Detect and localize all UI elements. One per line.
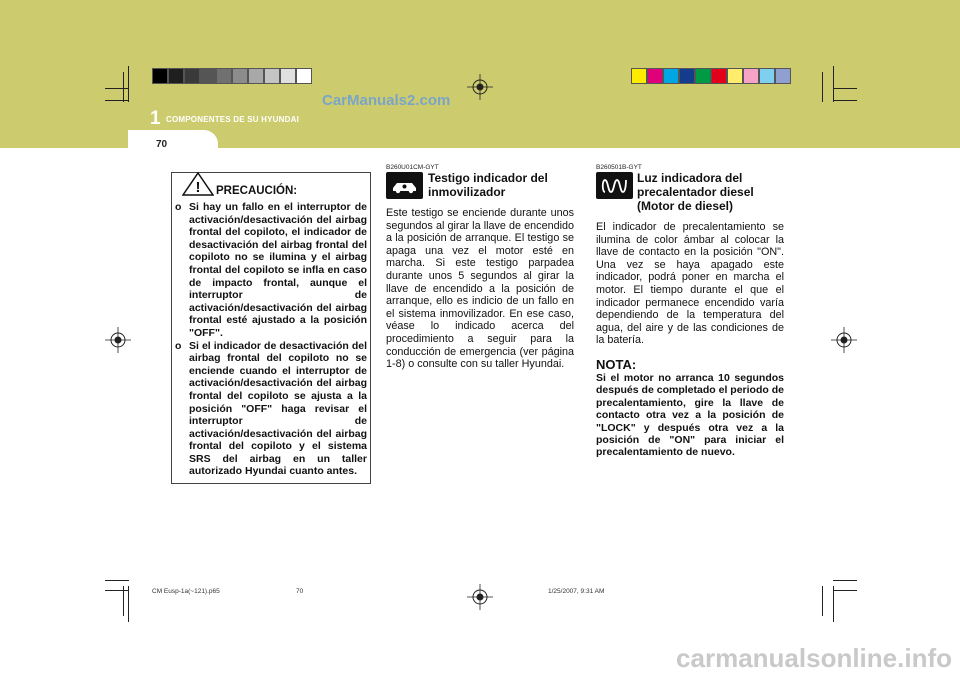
calibration-swatch	[249, 69, 263, 83]
immobilizer-title-line2: inmovilizador	[428, 185, 506, 199]
calibration-swatch	[281, 69, 295, 83]
registration-mark-bottom	[467, 584, 493, 610]
preheat-code: B260501B-GYT	[596, 164, 642, 171]
warning-item: o Si el indicador de desactivación del airbag frontal del copiloto no se enciende cuando el interruptor de activación/desactivación del airbag frontal del copiloto se ajusta a la posición "OFF" haga revisar el interruptor de activación/desactivación del airbag frontal del copiloto y el sistema SRS del airbag en un taller autorizado Hyundai cuanto antes.	[175, 339, 367, 478]
immobilizer-body: Este testigo se enciende durante unos segundos al girar la llave de encendido a la posición de arranque. El testigo se apaga una vez el motor esté en marcha. Si este testigo parpadea durante unos 5 segundos al girar la llave de encendido a la posición de arranque, ello es indicio de un fallo en el sistema inmovilizador. En ese caso, véase lo indicado acerca del procedimiento a seguir para la conducción de emergencia (ver página 1-8) o consulte con su taller Hyundai.	[386, 207, 574, 371]
immobilizer-title-line1: Testigo indicador del	[428, 171, 548, 185]
calibration-swatch	[728, 69, 742, 83]
preheat-body: El indicador de precalentamiento se ilumina de color ámbar al colocar la llave de contacto en la posición "ON". Una vez se haya apagado este indicador, podrá poner en marcha el motor. El tiempo durante el que el indicador permanece encendido varía dependiendo de la temperatura del agua, del aire y de las condiciones de la batería.	[596, 221, 784, 347]
note-body: Si el motor no arranca 10 segundos después de completado el periodo de precalentamiento, gire la llave de contacto otra vez a la posición de "LOCK" y después otra vez a la posición de "ON" para iniciar el precalentamiento de nuevo.	[596, 372, 784, 459]
calibration-swatch	[265, 69, 279, 83]
note-title: NOTA:	[596, 357, 637, 372]
chapter-number: 1	[150, 108, 161, 129]
warning-title: PRECAUCIÓN:	[216, 185, 298, 197]
warning-triangle-icon	[182, 172, 214, 196]
registration-mark-top	[467, 74, 493, 100]
calibration-swatch	[153, 69, 167, 83]
chapter-title: COMPONENTES DE SU HYUNDAI	[166, 115, 300, 124]
immobilizer-code: B260U01CM-GYT	[386, 164, 439, 171]
calibration-swatch	[776, 69, 790, 83]
calibration-swatch	[760, 69, 774, 83]
svg-text:!: !	[195, 179, 201, 196]
warning-item: o Si hay un fallo en el interruptor de activación/desactivación del airbag frontal del copiloto, el indicador de desactivación del airbag frontal del copiloto no se ilumina y el airbag frontal del copiloto se infla en caso de impacto frontal, aunque el interruptor de activación/desactivación del airbag frontal esté ajustado a la posición "OFF".	[175, 201, 367, 339]
key-car-icon	[386, 172, 423, 199]
calibration-swatch	[201, 69, 215, 83]
calibration-swatch	[632, 69, 646, 83]
calibration-swatch	[233, 69, 247, 83]
preheat-title-line3: (Motor de diesel)	[637, 199, 734, 213]
calibration-swatch	[217, 69, 231, 83]
calibration-swatch	[648, 69, 662, 83]
watermark-top[interactable]: CarManuals2.com	[322, 92, 451, 109]
calibration-swatch	[744, 69, 758, 83]
registration-mark-left	[105, 327, 131, 353]
preheat-title-line2: precalentador diesel	[637, 185, 754, 199]
calibration-swatch	[712, 69, 726, 83]
calibration-swatch	[664, 69, 678, 83]
glow-plug-icon	[596, 172, 633, 199]
footer-file: CM Eusp-1a(~121).p65	[152, 588, 220, 595]
calibration-swatch	[185, 69, 199, 83]
calibration-swatch	[696, 69, 710, 83]
registration-mark-right	[831, 327, 857, 353]
page-number-tab	[128, 130, 218, 158]
page-number: 70	[156, 139, 168, 150]
warning-list	[173, 201, 367, 478]
calibration-swatch	[169, 69, 183, 83]
footer-page: 70	[296, 588, 304, 595]
footer-timestamp: 1/25/2007, 9:31 AM	[548, 588, 605, 595]
calibration-swatch	[297, 69, 311, 83]
calibration-swatch	[680, 69, 694, 83]
preheat-title-line1: Luz indicadora del	[637, 171, 743, 185]
watermark-bottom[interactable]: carmanualsonline.info	[676, 643, 952, 673]
